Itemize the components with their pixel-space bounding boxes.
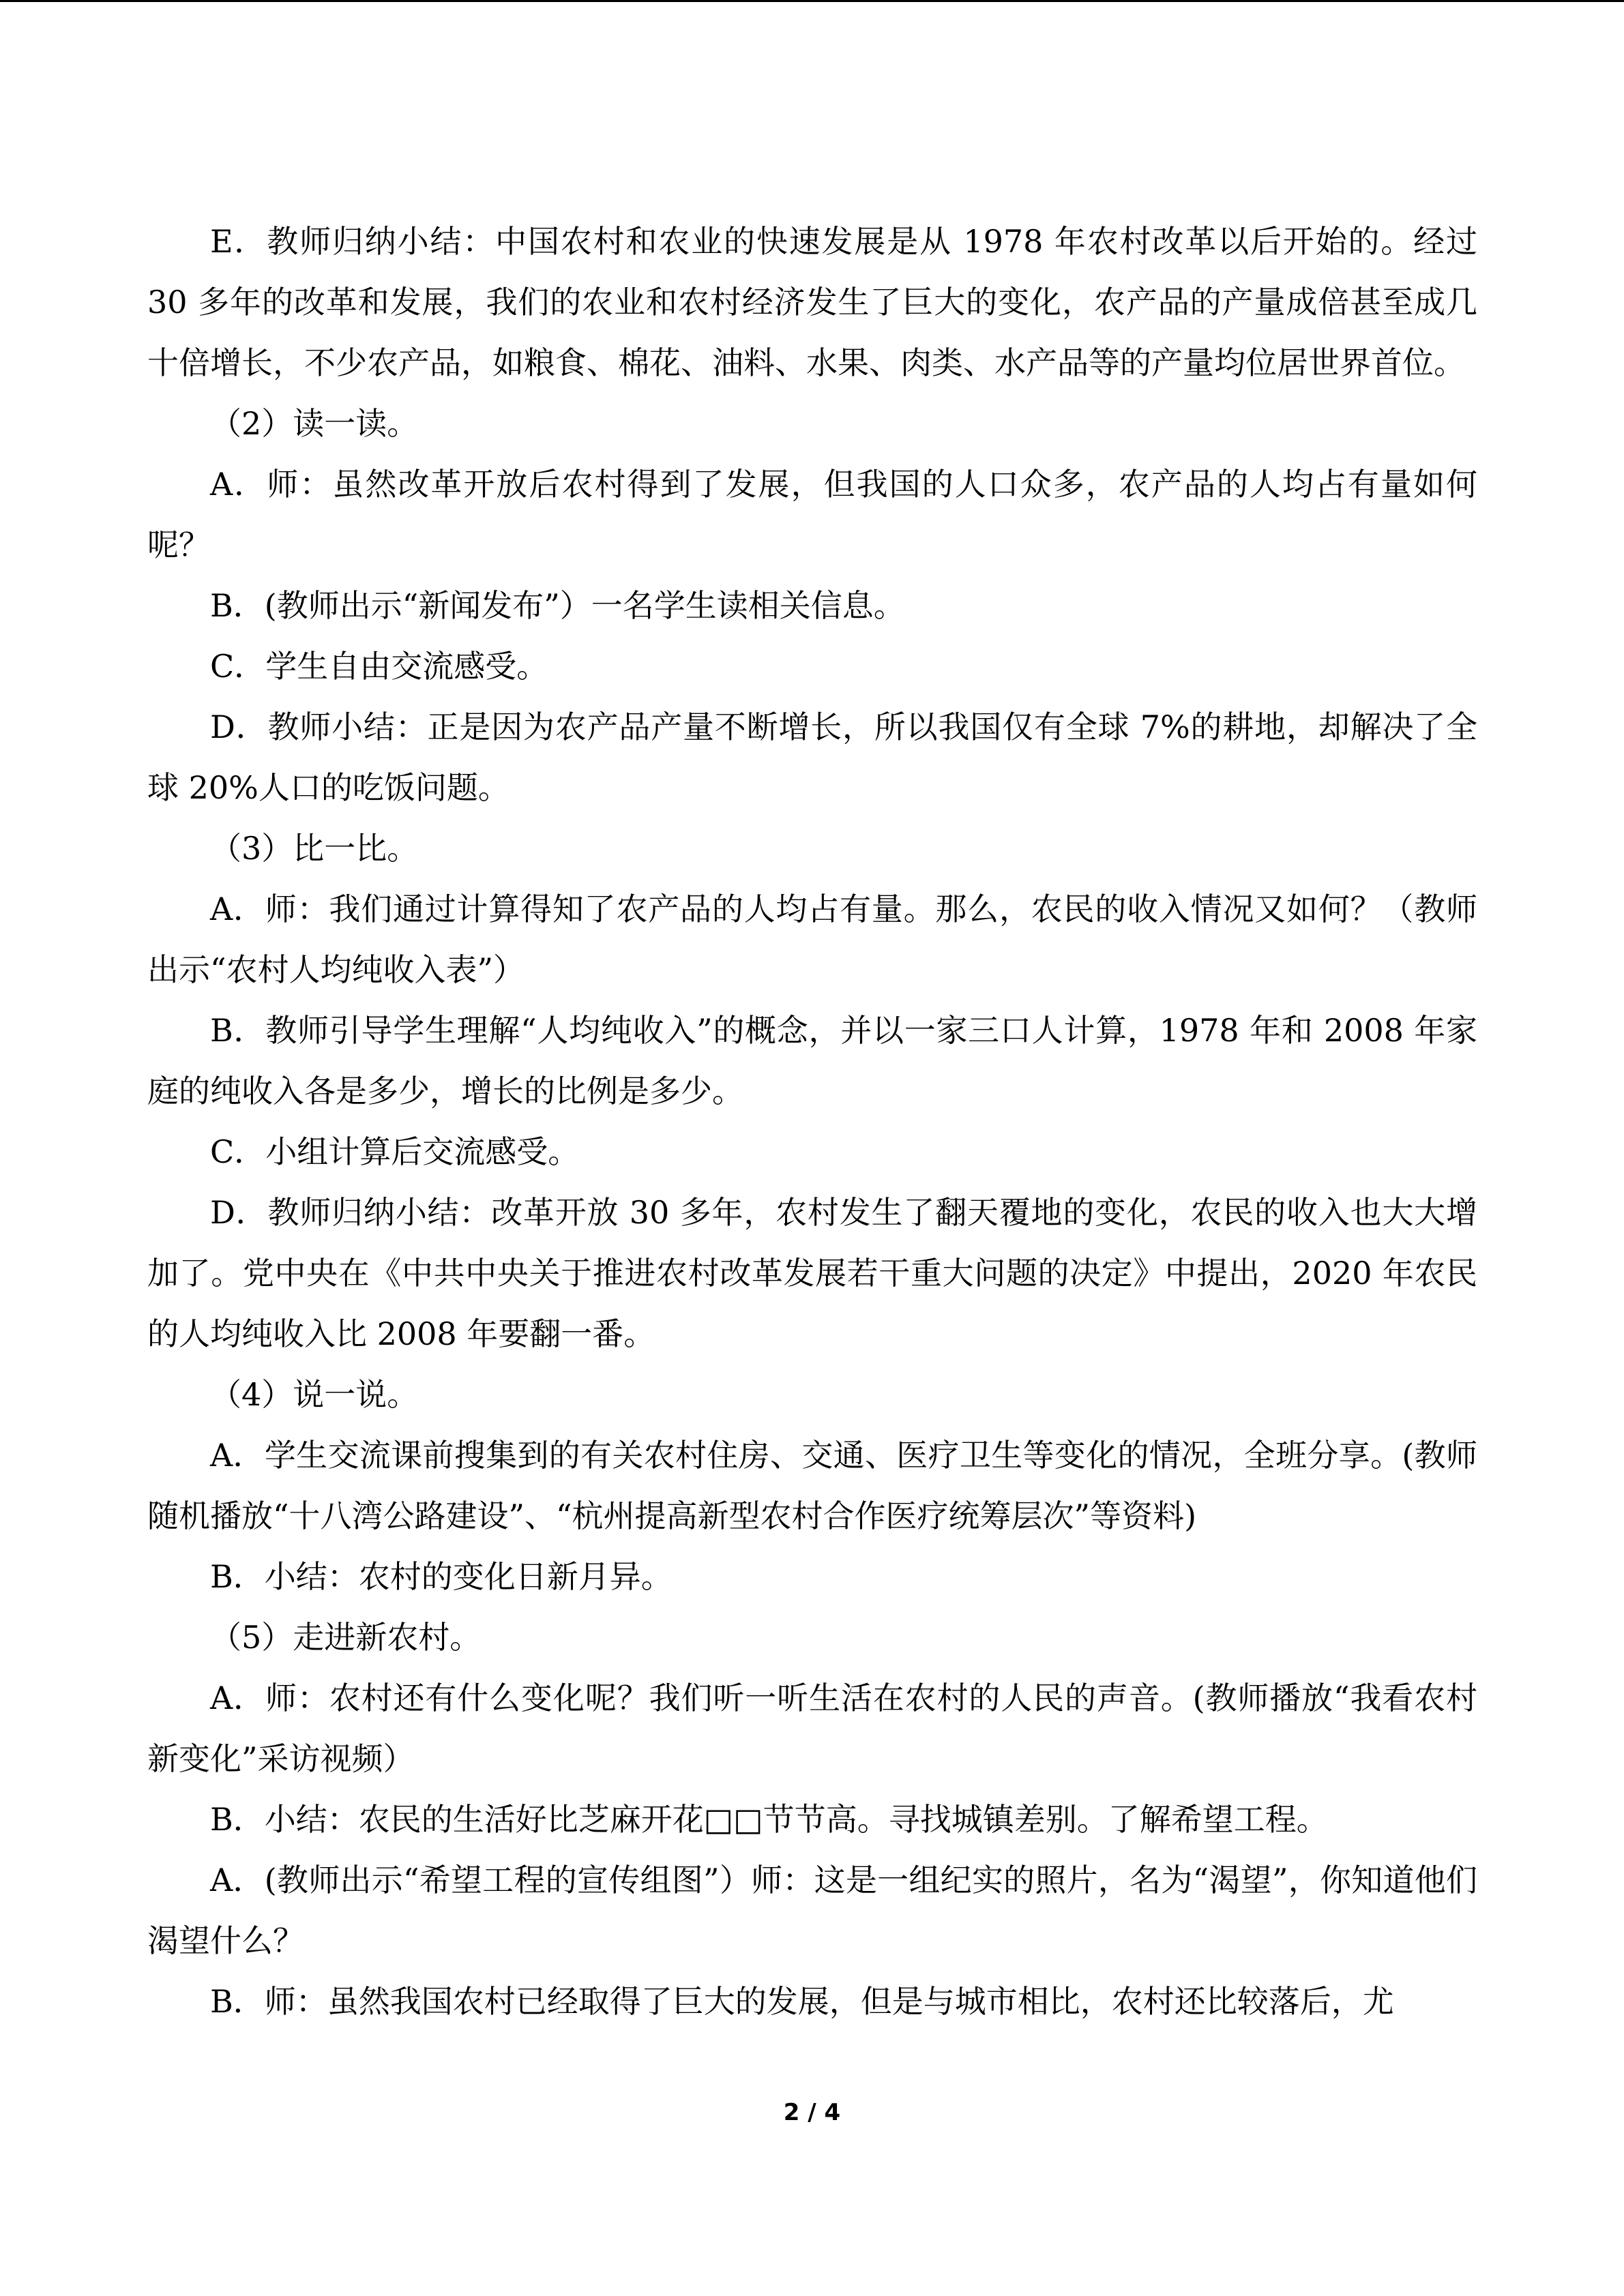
paragraph-read-c: C．学生自由交流感受。 [210,648,548,685]
section-heading-read: （2）读一读。 [210,405,419,442]
paragraph-read-d: D．教师小结：正是因为农产品产量不断增长，所以我国仅有全球 7%的耕地，却解决了全球 20%人口的吃饭问题。 [147,709,1477,806]
paragraph-compare-a: A．师：我们通过计算得知了农产品的人均占有量。那么，农民的收入情况又如何？（教师出示“农村人均纯收入表”） [147,891,1477,988]
section-heading-compare: （3）比一比。 [210,830,419,867]
paragraph-compare-c: C．小组计算后交流感受。 [210,1133,580,1170]
page-number: 2 / 4 [783,2099,841,2126]
top-border-line [0,0,1624,2]
paragraph-hope-b: B．师：虽然我国农村已经取得了巨大的发展，但是与城市相比，农村还比较落后，尤 [210,1983,1394,2020]
paragraph-read-b: B．(教师出示“新闻发布”）一名学生读相关信息。 [210,587,905,624]
paragraph-hope-a: A．(教师出示“希望工程的宣传组图”）师：这是一组纪实的照片，名为“渴望”，你知道他们渴望什么？ [147,1862,1477,1959]
paragraph-new-village-b: B．小结：农民的生活好比芝麻开花□□节节高。寻找城镇差别。了解希望工程。 [210,1801,1328,1838]
paragraph-new-village-a: A．师：农村还有什么变化呢？我们听一听生活在农村的人民的声音。(教师播放“我看农村新变化”采访视频） [147,1680,1477,1777]
paragraph-speak-a: A．学生交流课前搜集到的有关农村住房、交通、医疗卫生等变化的情况，全班分享。(教师随机播放“十八湾公路建设”、“杭州提高新型农村合作医疗统筹层次”等资料) [147,1437,1477,1534]
section-heading-speak: （4）说一说。 [210,1376,419,1413]
paragraph-speak-b: B．小结：农村的变化日新月异。 [210,1558,673,1595]
paragraph-read-a: A．师：虽然改革开放后农村得到了发展，但我国的人口众多，农产品的人均占有量如何呢？ [147,466,1477,563]
paragraph-compare-d: D．教师归纳小结：改革开放 30 多年，农村发生了翻天覆地的变化，农民的收入也大大增加了。党中央在《中共中央关于推进农村改革发展若干重大问题的决定》中提出，2020 年农民的人均纯收入比 2008 年要翻一番。 [147,1194,1477,1352]
document-body [147,211,1477,2032]
paragraph-summary-e: E．教师归纳小结：中国农村和农业的快速发展是从 1978 年农村改革以后开始的。经过 30 多年的改革和发展，我们的农业和农村经济发生了巨大的变化，农产品的产量成倍甚至成几十倍增长，不少农产品，如粮食、棉花、油料、水果、肉类、水产品等的产量均位居世界首位。 [147,223,1477,381]
paragraph-compare-b: B．教师引导学生理解“人均纯收入”的概念，并以一家三口人计算，1978 年和 2008 年家庭的纯收入各是多少，增长的比例是多少。 [147,1012,1477,1109]
section-heading-new-village: （5）走进新农村。 [210,1619,482,1656]
